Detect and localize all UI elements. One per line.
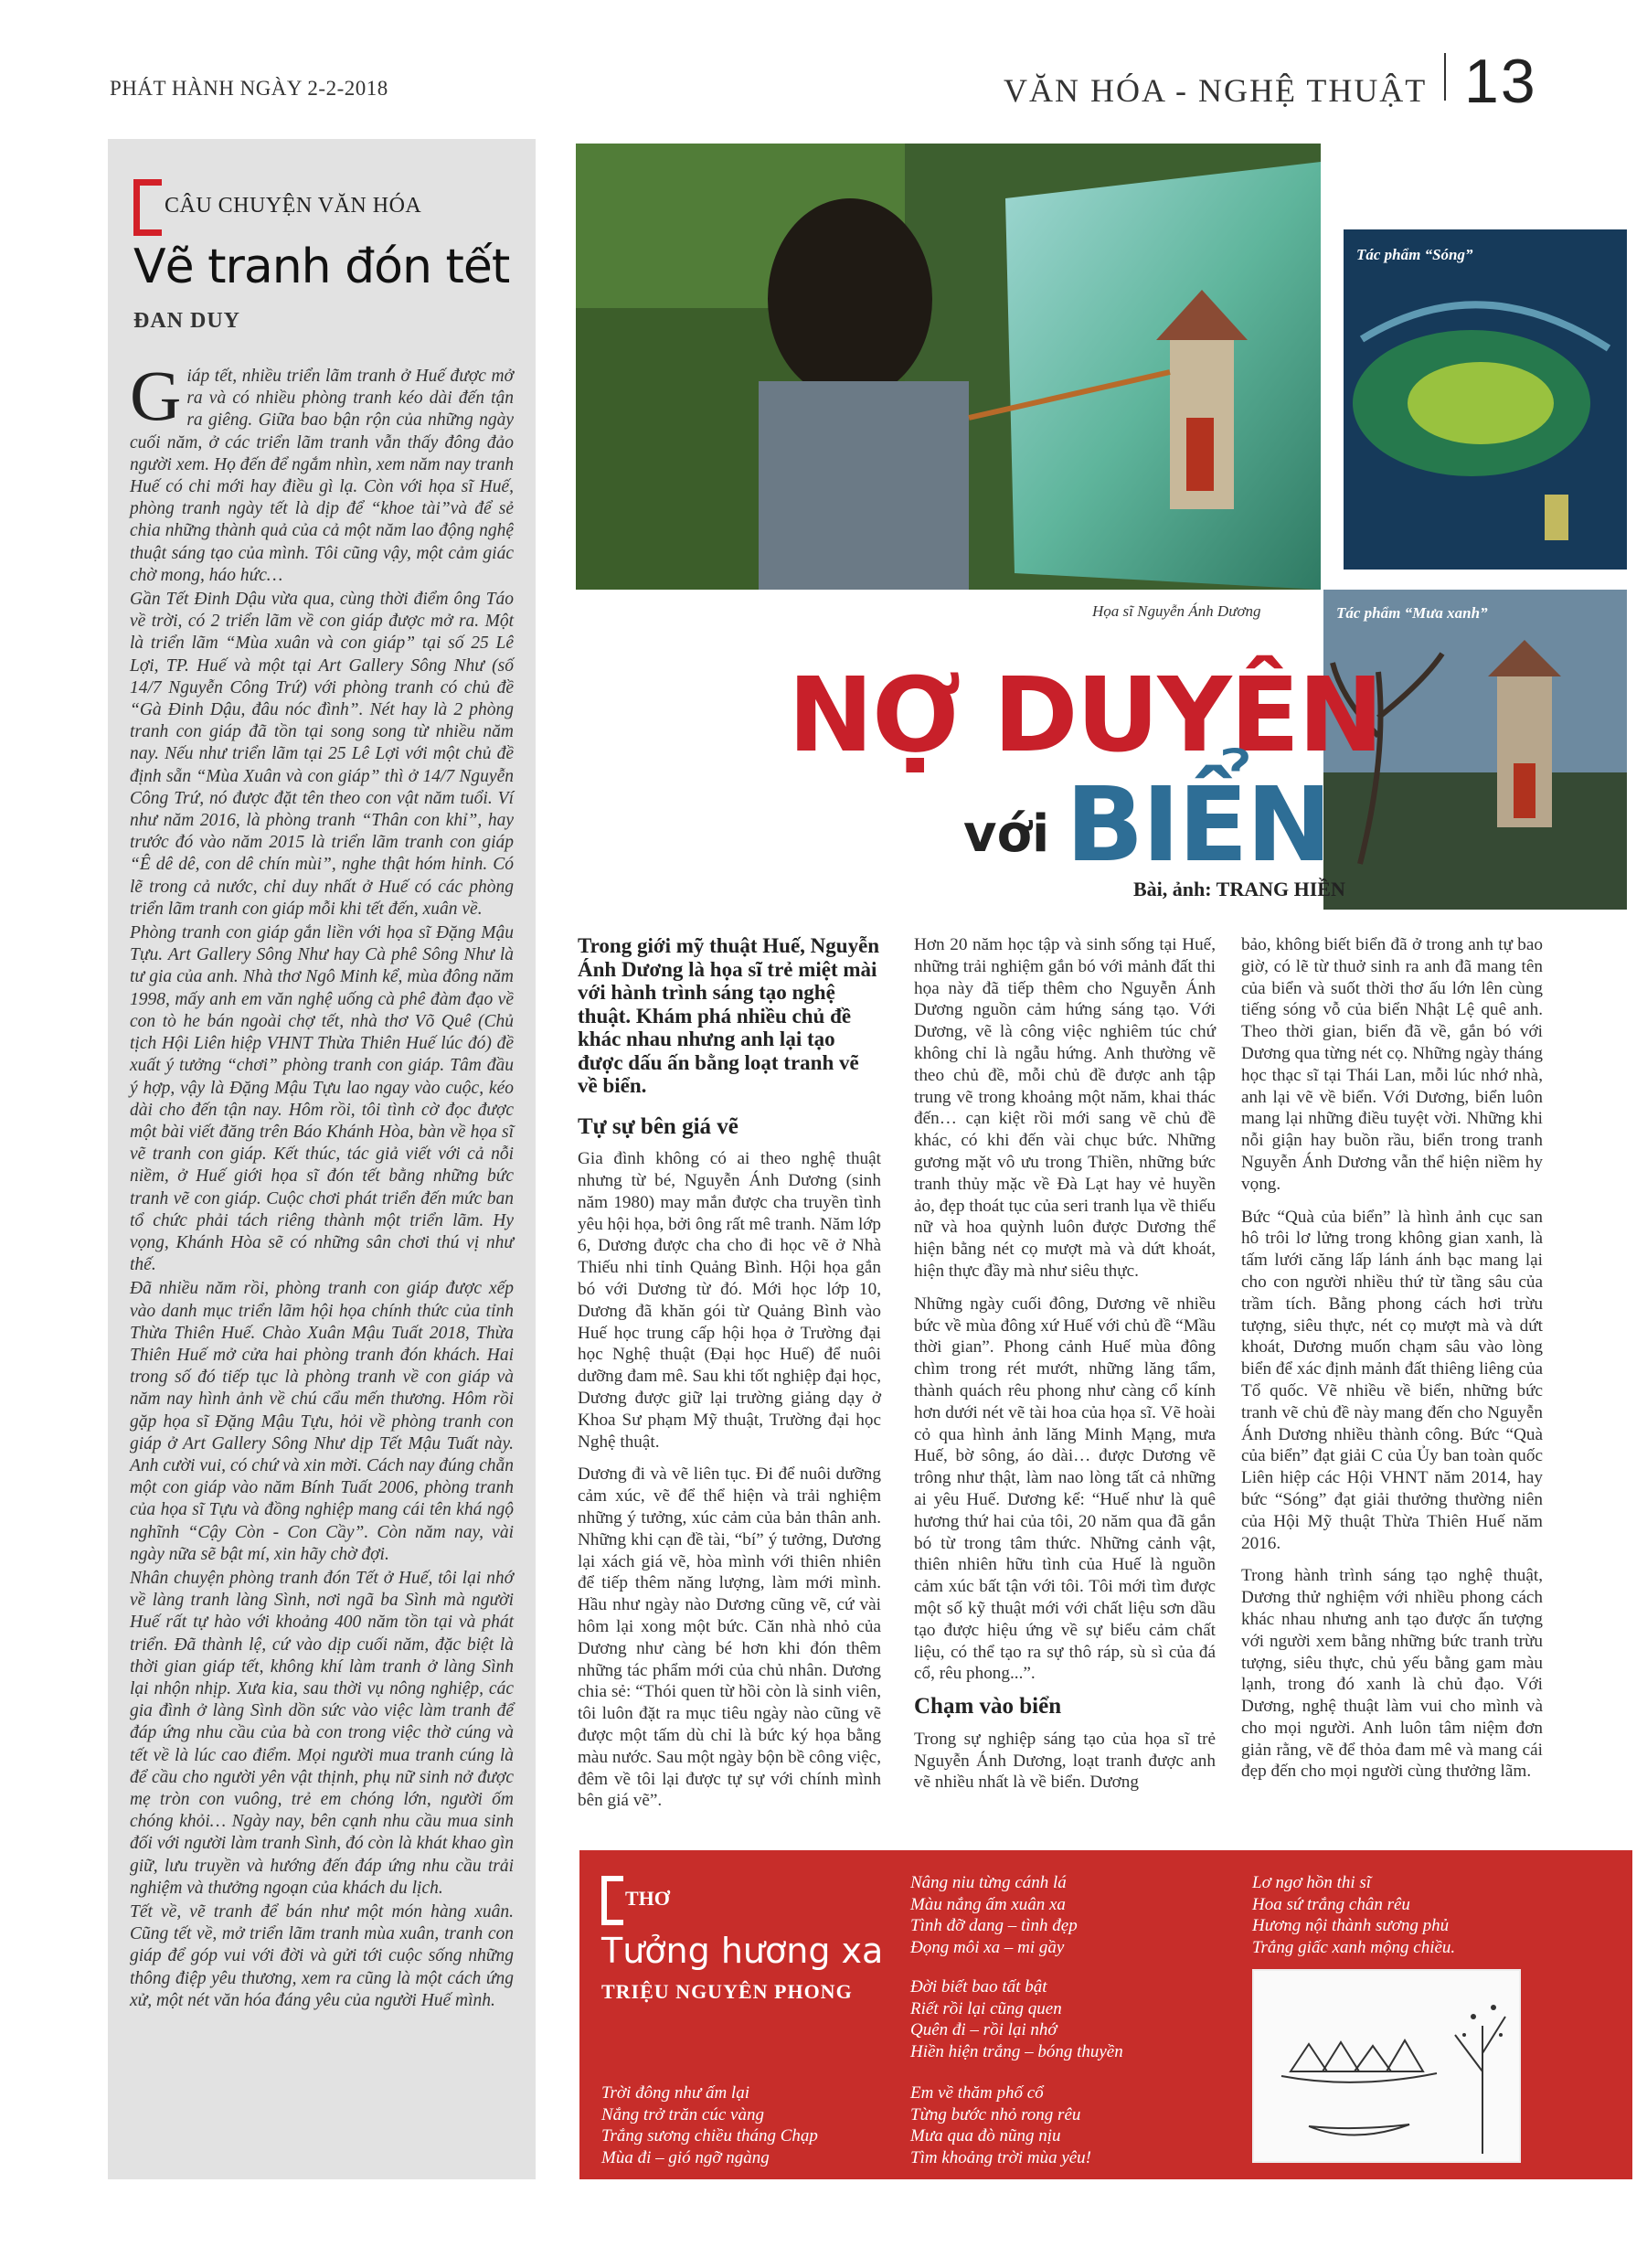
headline-line2: BIỂN — [1066, 766, 1331, 885]
subhead-tu-su: Tự sự bên giá vẽ — [578, 1113, 738, 1139]
article-paragraph: bảo, không biết biển đã ở trong anh tự bao giờ, có lẽ từ thuở sinh ra anh đã mang tên của biển và suốt thời thơ ấu lớn lên cùng tiếng sóng vỗ của biển Nhật Lệ quê anh. Theo thời gian, biển đã về, gắn bó với Dương qua từng nét cọ. Những ngày tháng học thạc sĩ tại Thái Lan, mỗi lúc nhớ nhà, anh lại vẽ về biển. Với Dương, biển luôn mang lại những điều tuyệt vời. Những khi nỗi giận hay buồn rầu, biển trong tranh Nguyễn Ánh Dương vẫn thể hiện niềm hy vọng. — [1241, 935, 1543, 1194]
sidebar-paragraph: Phòng tranh con giáp gắn liền với họa sĩ Đặng Mậu Tựu. Art Gallery Sông Như hay Cà phê Sông Như là tư gia của anh. Nhà thơ Ngô Minh kể, mùa đông năm 1998, mấy anh em văn nghệ uống cà phê đàm đạo về con tò he bán ngoài chợ tết, nhà thơ Võ Quê (Chủ tịch Hội Liên hiệp VHNT Thừa Thiên Huế lúc đó) đề xuất ý tưởng “chơi” phòng tranh con giáp. Tâm đầu ý hợp, vậy là Đặng Mậu Tựu lao ngay vào cuộc, kéo dài cho đến tận nay. Hôm rồi, tôi tình cờ đọc được một bài viết đăng trên Báo Khánh Hòa, bàn về họa sĩ vẽ tranh con giáp. Kết thúc, tác giả viết với cả nỗi niềm, ở Huế giới họa sĩ đón tết bằng những bức tranh vẽ con giáp. Cuộc chơi phát triển đến mức ban tổ chức phải tách riêng thành một triển lãm. Hy vọng, Khánh Hòa sẽ có những sân chơi thú vị như thế. — [130, 923, 514, 1275]
header-divider — [1444, 53, 1446, 101]
drop-cap: G — [130, 356, 182, 435]
article-column-1 — [578, 934, 881, 1823]
poem-line: Hoa sứ trắng chân rêu — [1252, 1894, 1410, 1914]
article-paragraph: Trong hành trình sáng tạo nghệ thuật, Dương thử nghiệm với nhiều phong cách khác nhau nhưng anh tạo được ấn tượng với người xem bằng những bức tranh trừu tượng, siêu thực, chủ yếu bằng gam màu lạnh, trong đó xanh là chủ đạo. Với Dương, nghệ thuật làm vui cho mình và cho mọi người. Anh luôn tâm niệm đơn giản rằng, vẽ để thỏa đam mê và mang cái đẹp đến cho mọi người cùng thưởng lãm. — [1241, 1566, 1543, 1782]
sidebar-body — [130, 356, 514, 2014]
sidebar-author: ĐAN DUY — [133, 309, 240, 333]
article-paragraph: Những ngày cuối đông, Dương vẽ nhiều bức về mùa đông xứ Huế với chủ đề “Mầu thời gian”. Phong cảnh Huế mùa đông chìm trong rét mướt, những lăng tẩm, thành quách rêu phong như càng cổ kính hơn dưới nét vẽ tài hoa của họa sĩ. Vẽ hoài cỏ qua hình ảnh lăng Minh Mạng, mưa Huế, bờ sông, áo dài… được Dương vẽ trông như thật, làm nao lòng tất cả những ai yêu Huế. Dương kể: “Huế như là quê hương thứ hai của tôi, 20 năm qua đã gắn bó từ trong tâm thức. Những cảnh vật, thiên nhiên hữu tình của Huế là nguồn cảm xúc bất tận với tôi. Tôi mới tìm được một số kỹ thuật mới với chất liệu sơn dầu tạo được hiệu ứng về sự biểu cảm chất liệu, có thể tạo ra sự thô ráp, sù sì của đá cổ, rêu phong...”. — [914, 1294, 1216, 1684]
poem-author: TRIỆU NGUYÊN PHONG — [601, 1980, 853, 2003]
culture-story-sidebar — [108, 139, 536, 2179]
article-paragraph: Dương đi và vẽ liên tục. Đi để nuôi dưỡng cảm xúc, vẽ để thể hiện và trải nghiệm những ý tưởng, xúc cảm của bản thân anh. Những khi cạn đề tài, “bí” ý tưởng, Dương lại xách giá vẽ, hòa mình với thiên nhiên để tiếp thêm năng lượng, làm mới mình. Hầu như ngày nào Dương cũng vẽ, cứ vài hôm lại xong một bức. Căn nhà nhỏ của Dương như càng bé hơn khi đón thêm những tác phẩm mới của chủ nhân. Dương chia sẻ: “Thói quen từ hồi còn là sinh viên, tôi luôn đặt ra mục tiêu ngày nào cũng vẽ được một tấm dù chỉ là bức ký họa bằng màu nước. Sau một ngày bộn bề công việc, đêm về tôi lại được tự sự với chính mình bên giá vẽ”. — [578, 1464, 881, 1811]
poem-stanza-1 — [601, 2082, 818, 2168]
kicker-bracket-icon — [133, 179, 162, 236]
issue-date: PHÁT HÀNH NGÀY 2-2-2018 — [110, 77, 388, 100]
page-number: 13 — [1464, 47, 1537, 116]
headline-voi: với — [963, 804, 1050, 864]
artwork-song-illustration — [1344, 229, 1627, 570]
article-column-3 — [1241, 934, 1543, 1794]
poem-line: Tình đỡ dang – tình đẹp — [910, 1916, 1078, 1935]
section-title: VĂN HÓA - NGHỆ THUẬT — [1004, 72, 1428, 109]
poem-line: Quên đi – rồi lại nhớ — [910, 2020, 1057, 2039]
poem-box — [579, 1850, 1632, 2179]
artwork-song-photo — [1344, 229, 1627, 570]
sidebar-kicker: CÂU CHUYỆN VĂN HÓA — [165, 194, 422, 218]
poem-line: Riết rồi lại cũng quen — [910, 1998, 1062, 2018]
poem-line: Màu nắng ấm xuân xa — [910, 1894, 1066, 1914]
poem-illustration — [1252, 1969, 1521, 2163]
poem-line: Đọng môi xa – mi gầy — [910, 1937, 1065, 1957]
article-lead: Trong giới mỹ thuật Huế, Nguyễn Ánh Dương là họa sĩ trẻ miệt mài với hành trình sáng tạo nghệ thuật. Khám phá nhiều chủ đề khác nhau nhưng anh lại tạo được dấu ấn bằng loạt tranh vẽ về biển. — [578, 934, 880, 1097]
poem-stanza-2 — [910, 1872, 1078, 1958]
sidebar-paragraph: Giáp tết, nhiều triển lãm tranh ở Huế được mở ra và có nhiều phòng tranh kéo dài đến tận ra giêng. Giữa bao bận rộn của những ngày cuối năm, ở các triển lãm tranh vẫn thấy đông đảo người xem. Họ đến để ngắm nhìn, xem năm nay tranh Huế có chi mới hay điều gì lạ. Còn với họa sĩ Huế, phòng tranh ngày tết là dịp để “khoe tài”và để sẻ chia những thành quả của cả một năm lao động nghệ thuật sáng tạo của mình. Tôi cũng vậy, một cảm giác chờ mong, háo hức… — [130, 356, 514, 585]
poem-line: Trời đông như ấm lại — [601, 2083, 749, 2103]
poem-bracket-icon — [601, 1876, 623, 1925]
poem-line: Mưa qua đò nũng nịu — [910, 2126, 1061, 2146]
poem-stanza-4 — [910, 2082, 1091, 2168]
subhead-cham-vao-bien: Chạm vào biển — [914, 1694, 1062, 1720]
poem-stanza-5 — [1252, 1872, 1455, 1958]
poem-line: Hương nội thành sương phủ — [1252, 1916, 1450, 1935]
poem-line: Nắng trở trăn cúc vàng — [601, 2104, 764, 2124]
byline: Bài, ảnh: TRANG HIỀN — [1133, 878, 1345, 900]
painter-photo-illustration — [576, 144, 1321, 590]
article-paragraph: Hơn 20 năm học tập và sinh sống tại Huế, những trải nghiệm gắn bó với mảnh đất thi họa này đã tiếp thêm cho Nguyễn Ánh Dương nguồn cảm hứng sáng tạo. Với Dương, vẽ là công việc nghiêm túc chứ không chỉ là ngẫu hứng. Anh thường vẽ theo chủ đề, mỗi chủ đề được anh tập trung vẽ trong khoảng một năm, khai thác đến… cạn kiệt rồi mới sang vẽ chủ đề khác, có khi đến vài chục bức. Những gương mặt vô ưu trong Thiền, những bức tranh thủy mặc về Đà Lạt hay vẻ huyền ảo, đẹp thoát tục của seri tranh lụa về thiếu nữ và hoa quỳnh luôn được Dương thể hiện bằng nét cọ mượt mà và dứt khoát, hiện thực đầy mà như siêu thực. — [914, 935, 1216, 1281]
poem-line: Tìm khoảng trời mùa yêu! — [910, 2147, 1092, 2167]
poem-line: Từng bước nhỏ rong rêu — [910, 2104, 1081, 2124]
headline-line1: NỢ DUYÊN — [788, 656, 1382, 775]
article-paragraph: Bức “Quà của biển” là hình ảnh cục san hô trôi lơ lửng trong không gian xanh, là tấm lưới căng lấp lánh ánh bạc mang lại cho con người nhiều thứ từ tầng sâu của trầm tích. Bằng phong cách hơi trừu tượng, siêu thực, nét cọ mượt mà và dứt khoát, Dương muốn chạm sâu vào lòng biển để xác định mảnh đất thiêng liêng của Tổ quốc. Vẽ nhiều về biển, những bức tranh vẽ chủ đề này mang đến cho Nguyễn Ánh Dương nhiều thành công. Bức “Quà của biển” đạt giải C của Ủy ban toàn quốc Liên hiệp các Hội VHNT năm 2014, hay bức “Sóng” đạt giải thưởng thường niên của Hội Mỹ thuật Thừa Thiên Huế năm 2016. — [1241, 1207, 1543, 1553]
article-paragraph: Gia đình không có ai theo nghệ thuật nhưng từ bé, Nguyễn Ánh Dương (sinh năm 1980) may mắn được cha truyền tình yêu hội họa, bởi ông rất mê tranh. Năm lớp 6, Dương được cha cho đi học vẽ ở Nhà Thiếu nhi tỉnh Quảng Bình. Hội họa gắn bó với Dương từ đó. Mới học lớp 10, Dương đã khăn gói từ Quảng Bình vào Huế học trung cấp hội họa ở Trường đại học Nghệ thuật (Đại học Huế) để nuôi dưỡng đam mê. Sau khi tốt nghiệp đại học, Dương được giữ lại trường giảng dạy ở Khoa Sư phạm Mỹ thuật, Trường đại học Nghệ thuật. — [578, 1149, 882, 1452]
sidebar-paragraph: Đã nhiều năm rồi, phòng tranh con giáp được xếp vào danh mục triển lãm hội họa chính thức của tỉnh Thừa Thiên Huế. Chào Xuân Mậu Tuất 2018, Thừa Thiên Huế mở cửa hai phòng tranh đón khách. Hai trong số đó tiếp tục là phòng tranh về con giáp và năm nay hình ảnh về chú cẩu mến thương. Hôm rồi gặp họa sĩ Đặng Mậu Tựu, hỏi về phòng tranh con giáp ở Art Gallery Sông Như dịp Tết Mậu Tuất này. Anh cười vui, có chứ và xin mời. Cách nay đúng chẵn một con giáp vào năm Bính Tuất 2006, phòng tranh của họa sĩ Tựu và đồng nghiệp mang cái tên khá ngộ nghĩnh “Cậy Còn - Con Cầy”. Còn năm nay, vài ngày nữa sẽ bật mí, xin hãy chờ đợi. — [130, 1279, 514, 1564]
poem-line: Trắng giấc xanh mộng chiều. — [1252, 1937, 1456, 1957]
artwork-song-caption: Tác phẩm “Sóng” — [1356, 246, 1473, 263]
poem-kicker: THƠ — [625, 1887, 670, 1910]
poem-sketch-illustration — [1254, 1971, 1519, 2161]
sidebar-paragraph: Nhân chuyện phòng tranh đón Tết ở Huế, tôi lại nhớ về làng tranh làng Sình, nơi ngã ba Sình mà người Huế rất tự hào với khoảng 400 năm tồn tại và phát triển. Đã thành lệ, cứ vào dịp cuối năm, đặc biệt là thời gian giáp tết, không khí làm tranh ở làng Sình lại nhộn nhịp. Xưa kia, sau thời vụ nông nghiệp, các gia đình ở làng Sình dồn sức vào việc làm tranh để đáp ứng nhu cầu của bà con trong việc thờ cúng và tết về là lúc cao điểm. Mọi người mua tranh cúng là để cầu cho người yên vật thịnh, phụ nữ sinh nở được mẹ tròn con vuông, trẻ em chóng lớn, người ốm chóng khỏi… Ngày nay, bên cạnh nhu cầu mua sinh đối với người làm tranh Sình, đó còn là khát khao gìn giữ, lưu truyền và hướng đến đáp ứng nhu cầu trải nghiệm và thưởng ngoạn của khách du lịch. — [130, 1568, 514, 1898]
artwork-mua-xanh-caption: Tác phẩm “Mưa xanh” — [1336, 604, 1488, 622]
poem-line: Mùa đi – gió ngỡ ngàng — [601, 2147, 770, 2167]
poem-line: Hiền hiện trắng – bóng thuyền — [910, 2041, 1123, 2061]
poem-stanza-3 — [910, 1976, 1123, 2062]
sidebar-paragraph: Tết về, vẽ tranh để bán như một món hàng xuân. Cũng tết về, mở triển lãm tranh mùa xuân, tranh con giáp để góp vui với đời và gửi tới cuộc sống những thông điệp yêu thương, xem ra cũng là một cách ứng xử, một nét văn hóa đáng yêu của người Huế mình. — [130, 1902, 514, 2010]
poem-line: Lơ ngơ hồn thi sĩ — [1252, 1873, 1372, 1892]
poem-line: Nâng niu từng cánh lá — [910, 1873, 1067, 1892]
poem-title: Tưởng hương xa — [601, 1931, 884, 1971]
sidebar-paragraph: Gần Tết Đinh Dậu vừa qua, cùng thời điểm ông Táo về trời, có 2 triển lãm về con giáp được mở ra. Một là triển lãm “Mùa xuân và con giáp” tại số 25 Lê Lợi, TP. Huế và một tại Art Gallery Sông Như (số 14/7 Nguyễn Công Trứ) với phòng tranh có chủ đề “Gà Đinh Dậu, đâu nóc đình”. Nét hay là 2 phòng tranh con giáp đã tồn tại song song từ nhiều năm nay. Nếu như triển lãm tại 25 Lê Lợi với một chủ đề định sẵn “Mùa Xuân và con giáp” thì ở 14/7 Nguyễn Công Trứ, nó được đặt tên theo con vật năm tuổi. Ví như năm 2016, là phòng tranh “Thân con khỉ”, hay trước đó vào năm 2015 là triển lãm tranh con giáp “Ê dê dê, con dê chín mùi”, nghe thật hóm hỉnh. Có lẽ trong cả nước, chỉ duy nhất ở Huế có các phòng triển lãm tranh con giáp mỗi khi tết đến, xuân về. — [130, 590, 514, 919]
poem-line: Em về thăm phố cổ — [910, 2083, 1044, 2103]
painter-photo — [576, 144, 1321, 590]
article-paragraph: Trong sự nghiệp sáng tạo của họa sĩ trẻ Nguyễn Ánh Dương, loạt tranh được anh vẽ nhiều nhất là về biển. Dương — [914, 1729, 1216, 1793]
article-column-2 — [914, 934, 1216, 1805]
poem-line: Đời biết bao tất bật — [910, 1977, 1047, 1996]
sidebar-title: Vẽ tranh đón tết — [133, 240, 510, 294]
poem-line: Trắng sương chiều tháng Chạp — [601, 2126, 818, 2146]
painter-photo-caption: Họa sĩ Nguyễn Ánh Dương — [1092, 602, 1261, 620]
